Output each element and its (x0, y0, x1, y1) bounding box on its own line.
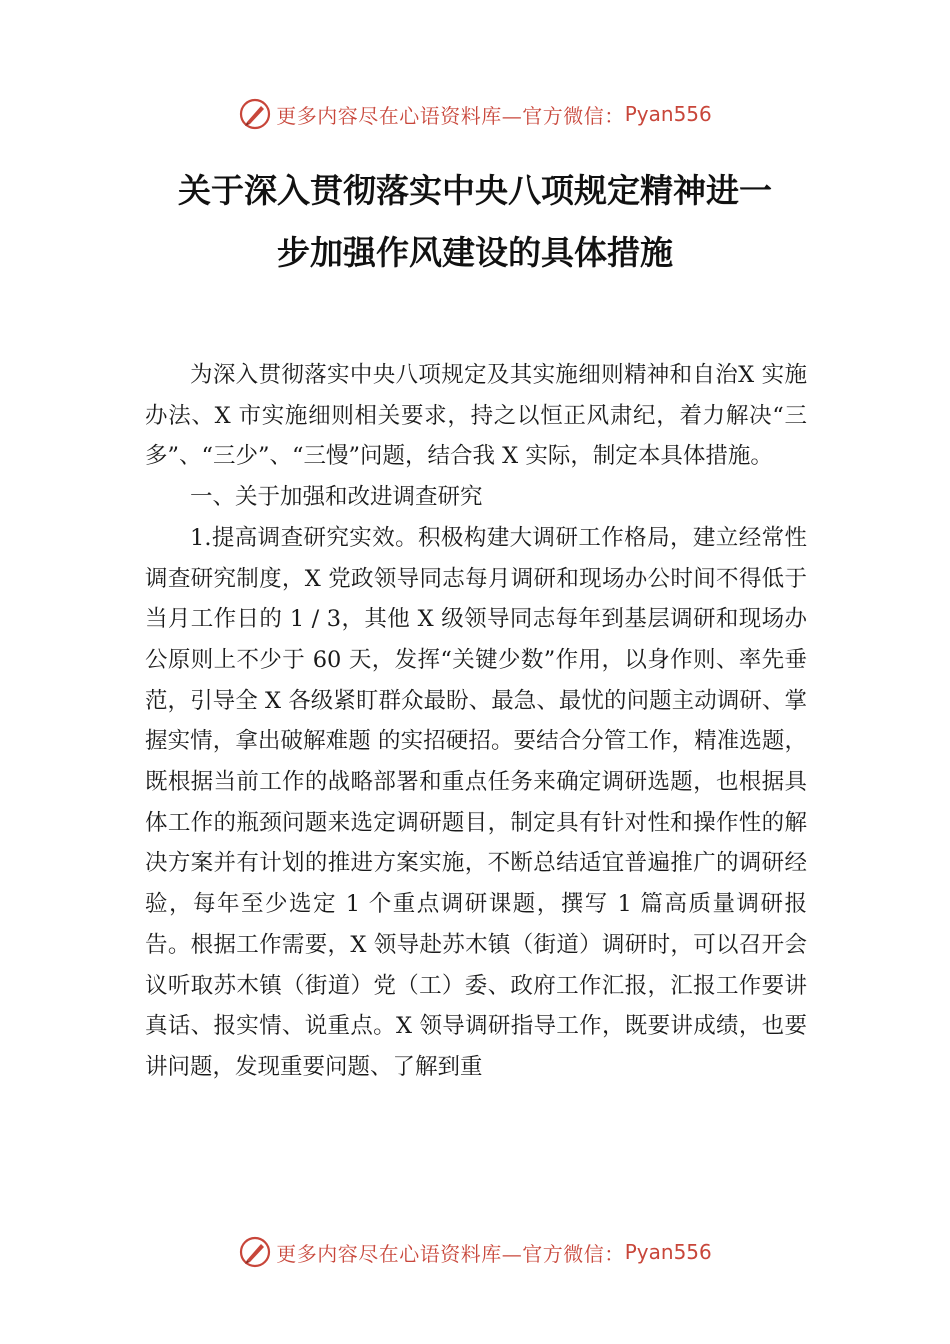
document-title (0, 160, 950, 284)
title-line-1: 关于深入贯彻落实中央八项规定精神进一 (178, 171, 772, 210)
item-paragraph: 1.提高调查研究实效。积极构建大调研工作格局，建立经常性调查研究制度，X 党政领导同志每月调研和现场办公时间不得低于当月工作日的 1 / 3，其他 X 级领导同志每年到基层调研和现场办公原则上不少于 60 天，发挥“关键少数”作用，以身作则、率先垂范，引导全 X 各级紧盯群众最盼、最急、最忧的问题主动调研、掌握实情，拿出破解难题 的实招硬招。要结合分管工作，精准选题，既根据当前工作的战略部署和重点任务来确定调研选题，也根据具体工作的瓶颈问题来选定调研题目，制定具有针对性和操作性的解决方案并有计划的推进方案实施，不断总结适宜普遍推广的调研经验，每年至少选定 1 个重点调研课题，撰写 1 篇高质量调研报告。根据工作需要，X 领导赴苏木镇（街道）调研时，可以召开会议听取苏木镇（街道）党（工）委、政府工作汇报，汇报工作要讲真话、报实情、说重点。X 领导调研指导工作，既要讲成绩，也要讲问题，发现重要问题、了解到重 (145, 524, 807, 1080)
pen-logo-icon (238, 97, 272, 131)
header-banner-text: 更多内容尽在心语资料库—官方微信： (276, 103, 625, 128)
title-line-2: 步加强作风建设的具体措施 (277, 233, 673, 272)
document-body (145, 355, 807, 1088)
footer-banner (0, 1232, 950, 1272)
footer-banner-id: Pyan556 (624, 1240, 712, 1264)
header-banner-id: Pyan556 (624, 102, 712, 126)
header-banner (0, 94, 950, 134)
pen-logo-icon (238, 1235, 272, 1269)
footer-banner-text: 更多内容尽在心语资料库—官方微信： (276, 1241, 625, 1266)
intro-paragraph: 为深入贯彻落实中央八项规定及其实施细则精神和自治X 实施办法、X 市实施细则相关要求，持之以恒正风肃纪，着力解决“三多”、“三少”、“三慢”问题，结合我 X 实际，制定本具体措施。 (145, 362, 807, 470)
section-heading: 一、关于加强和改进调查研究 (190, 484, 483, 511)
